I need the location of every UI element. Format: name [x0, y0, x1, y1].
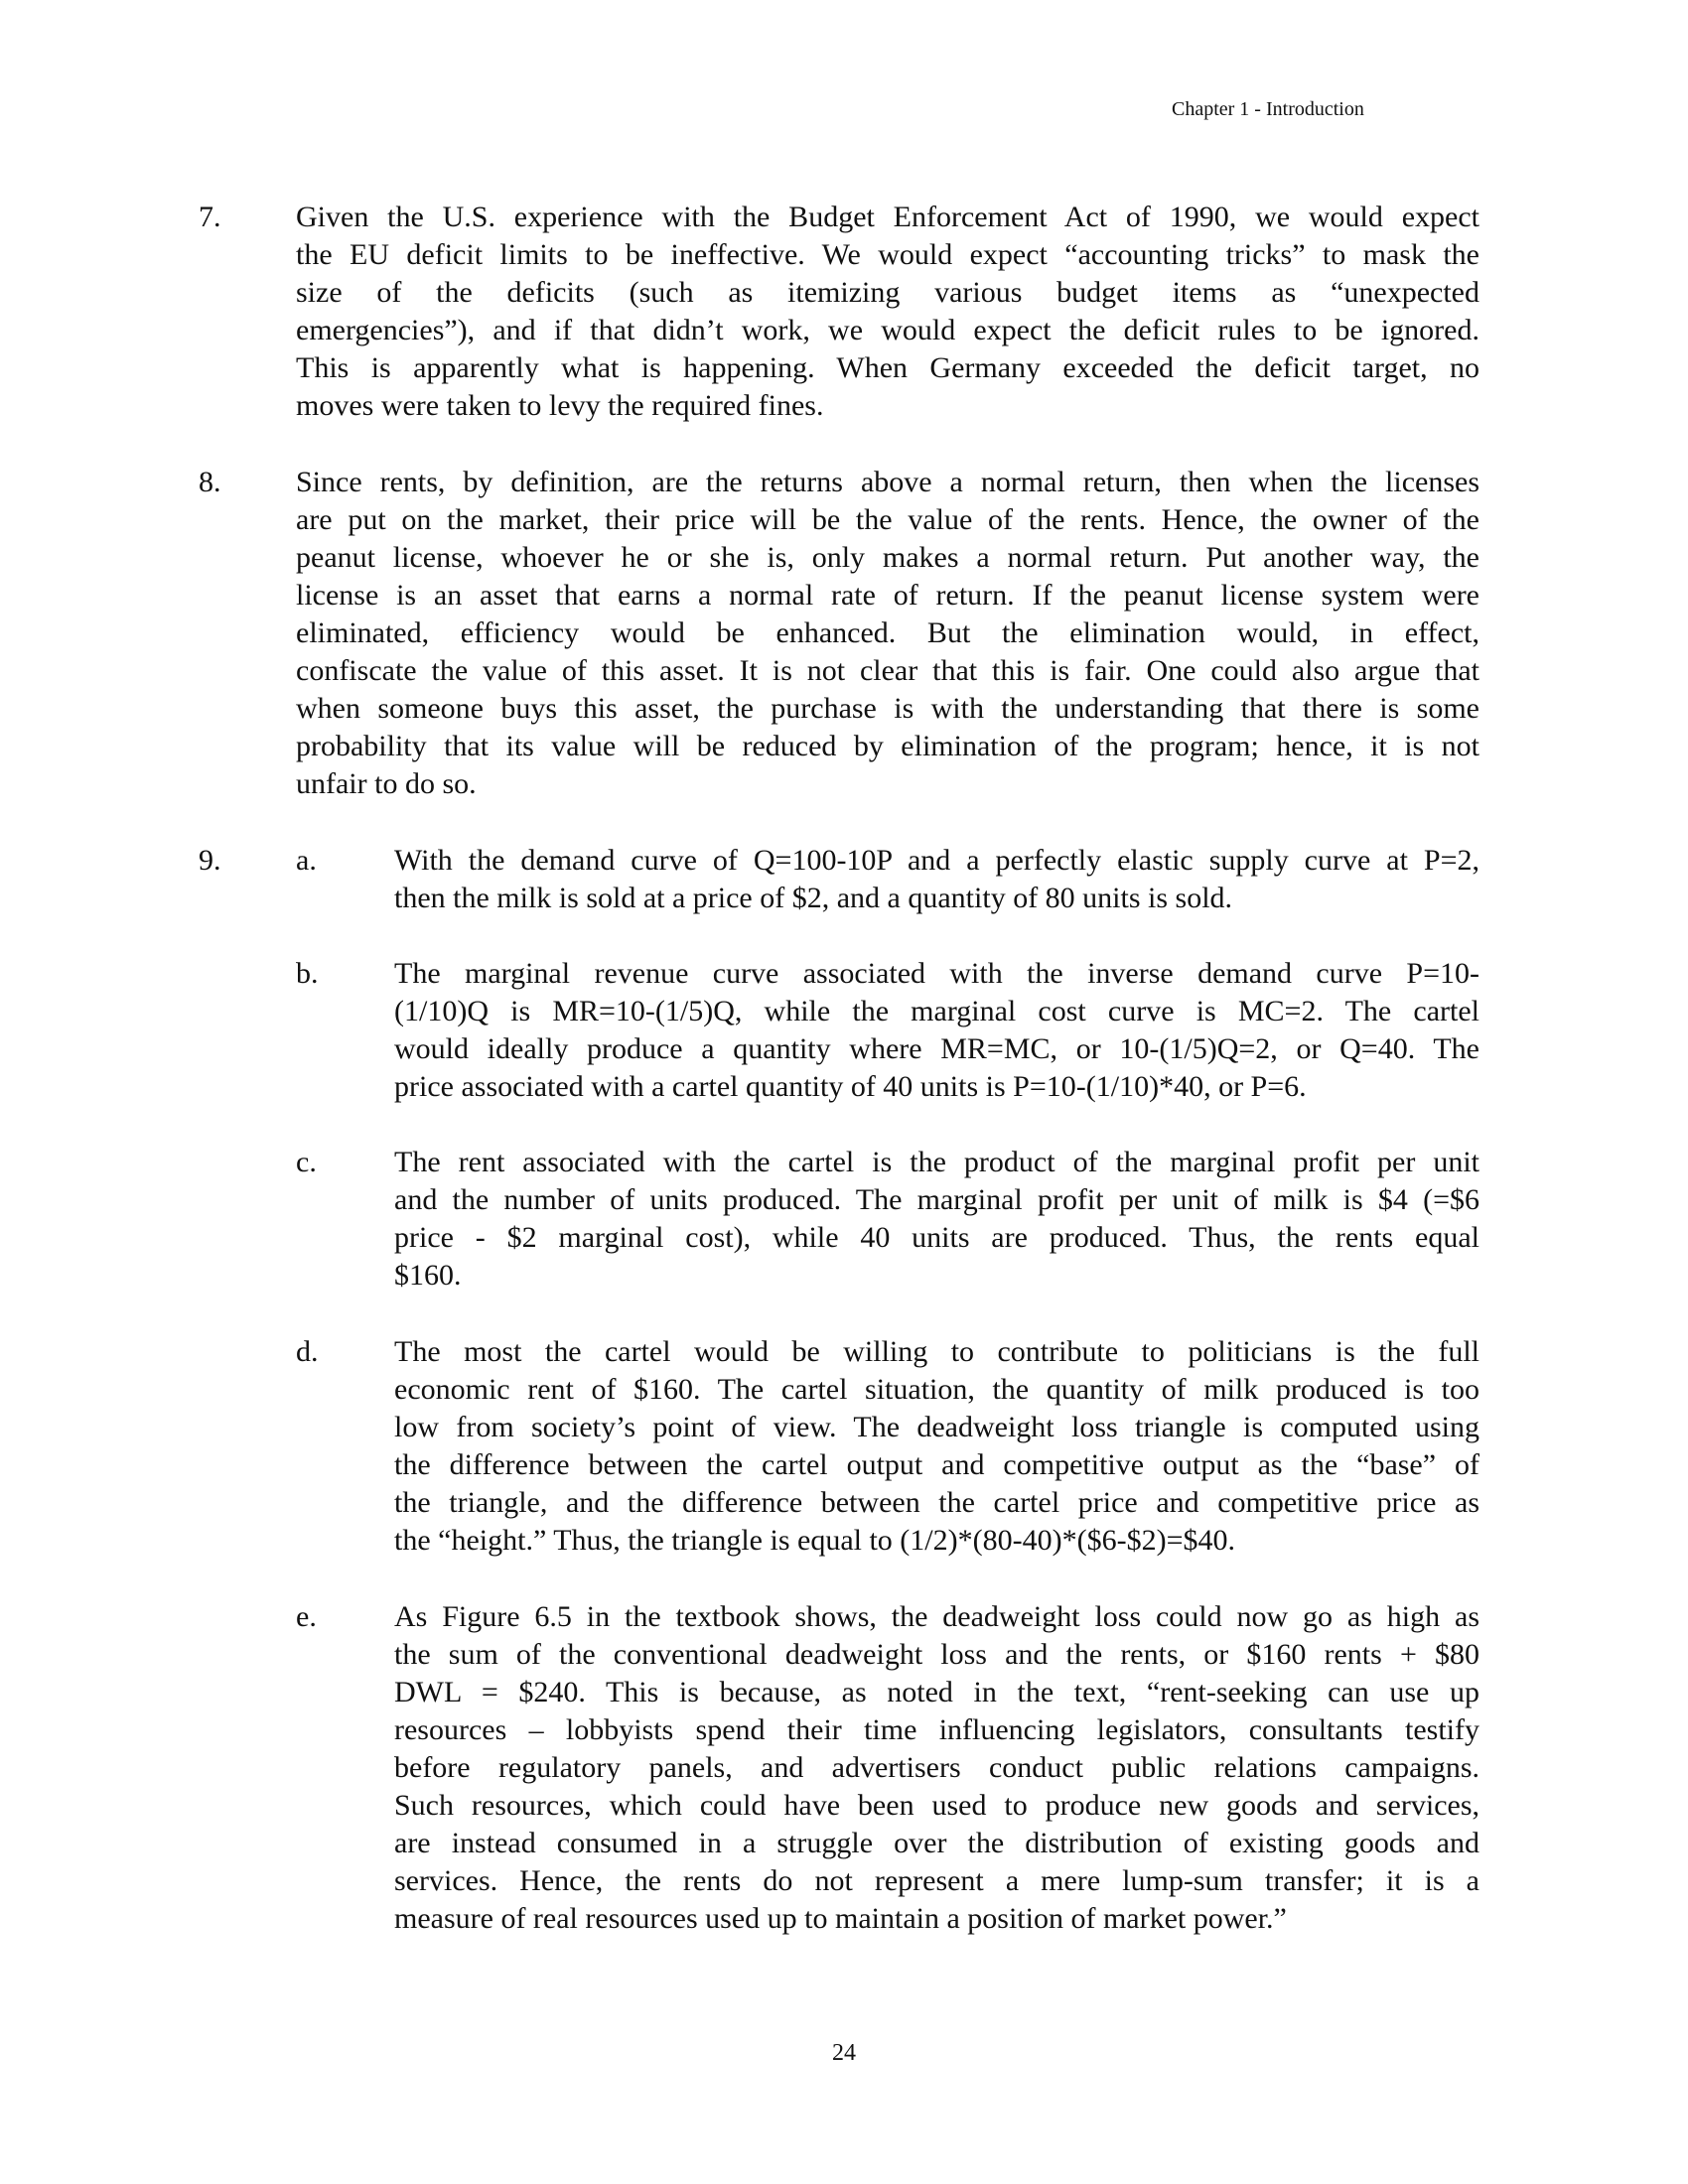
text-line: then the milk is sold at a price of $2, and a quantity of 80 units is sold. — [394, 882, 1233, 914]
text-line: probability that its value will be reduced by elimination of the program; hence, it is not — [296, 730, 1479, 762]
text-line: price associated with a cartel quantity of 40 units is P=10-(1/10)*40, or P=6. — [394, 1070, 1307, 1103]
item-number: 8. — [199, 466, 221, 498]
text-line: measure of real resources used up to maintain a position of market power.” — [394, 1902, 1287, 1935]
subitem-letter: b. — [296, 957, 319, 990]
subitem-paragraph — [394, 1333, 1479, 1560]
text-line: The most the cartel would be willing to contribute to politicians is the full — [394, 1335, 1479, 1368]
text-line: DWL = $240. This is because, as noted in the text, “rent-seeking can use up — [394, 1676, 1479, 1708]
text-line: $160. — [394, 1259, 462, 1292]
text-line: are put on the market, their price will be the value of the rents. Hence, the owner of the — [296, 503, 1479, 536]
subitem-paragraph — [394, 1598, 1479, 1938]
subitem-letter: a. — [296, 844, 317, 877]
text-line: eliminated, efficiency would be enhanced. But the elimination would, in effect, — [296, 616, 1479, 649]
text-line: (1/10)Q is MR=10-(1/5)Q, while the marginal cost curve is MC=2. The cartel — [394, 995, 1479, 1027]
running-header: Chapter 1 - Introduction — [1172, 98, 1364, 120]
text-line: The marginal revenue curve associated with the inverse demand curve P=10- — [394, 957, 1479, 990]
text-line: the EU deficit limits to be ineffective. We would expect “accounting tricks” to mask the — [296, 238, 1479, 271]
text-line: economic rent of $160. The cartel situation, the quantity of milk produced is too — [394, 1373, 1479, 1406]
text-line: This is apparently what is happening. When Germany exceeded the deficit target, no — [296, 351, 1479, 384]
text-line: confiscate the value of this asset. It is not clear that this is fair. One could also argue that — [296, 654, 1479, 687]
text-line: are instead consumed in a struggle over the distribution of existing goods and — [394, 1827, 1479, 1859]
text-line: would ideally produce a quantity where MR=MC, or 10-(1/5)Q=2, or Q=40. The — [394, 1032, 1479, 1065]
item-number: 9. — [199, 844, 221, 877]
text-line: license is an asset that earns a normal rate of return. If the peanut license system were — [296, 579, 1479, 612]
text-line: The rent associated with the cartel is the product of the marginal profit per unit — [394, 1146, 1479, 1178]
text-line: price - $2 marginal cost), while 40 units are produced. Thus, the rents equal — [394, 1221, 1479, 1254]
page-number: 24 — [832, 2040, 856, 2066]
text-line: moves were taken to levy the required fines. — [296, 389, 824, 422]
text-line: the “height.” Thus, the triangle is equal to (1/2)*(80-40)*($6-$2)=$40. — [394, 1524, 1235, 1557]
subitem-paragraph — [394, 955, 1479, 1106]
text-line: the difference between the cartel output and competitive output as the “base” of — [394, 1448, 1479, 1481]
text-line: the triangle, and the difference between the cartel price and competitive price as — [394, 1486, 1479, 1519]
text-line: As Figure 6.5 in the textbook shows, the deadweight loss could now go as high as — [394, 1600, 1479, 1633]
text-line: size of the deficits (such as itemizing various budget items as “unexpected — [296, 276, 1479, 309]
text-line: Given the U.S. experience with the Budget Enforcement Act of 1990, we would expect — [296, 201, 1479, 233]
item-number: 7. — [199, 201, 221, 233]
text-line: when someone buys this asset, the purchase is with the understanding that there is some — [296, 692, 1479, 725]
subitem-paragraph — [394, 1144, 1479, 1295]
text-line: before regulatory panels, and advertisers conduct public relations campaigns. — [394, 1751, 1479, 1784]
text-line: resources – lobbyists spend their time influencing legislators, consultants testify — [394, 1713, 1479, 1746]
subitem-letter: d. — [296, 1335, 319, 1368]
text-line: With the demand curve of Q=100-10P and a perfectly elastic supply curve at P=2, — [394, 844, 1479, 877]
text-line: Since rents, by definition, are the returns above a normal return, then when the licenses — [296, 466, 1479, 498]
text-line: unfair to do so. — [296, 767, 477, 800]
item-paragraph — [296, 199, 1479, 425]
text-line: services. Hence, the rents do not represent a mere lump-sum transfer; it is a — [394, 1864, 1479, 1897]
item-paragraph — [296, 464, 1479, 803]
text-line: peanut license, whoever he or she is, only makes a normal return. Put another way, the — [296, 541, 1479, 574]
text-line: low from society’s point of view. The deadweight loss triangle is computed using — [394, 1411, 1479, 1443]
subitem-letter: c. — [296, 1146, 317, 1178]
text-line: the sum of the conventional deadweight loss and the rents, or $160 rents + $80 — [394, 1638, 1479, 1671]
subitem-letter: e. — [296, 1600, 317, 1633]
text-line: and the number of units produced. The marginal profit per unit of milk is $4 (=$6 — [394, 1183, 1479, 1216]
text-line: emergencies”), and if that didn’t work, we would expect the deficit rules to be ignored. — [296, 314, 1479, 346]
text-line: Such resources, which could have been used to produce new goods and services, — [394, 1789, 1479, 1822]
subitem-paragraph — [394, 842, 1479, 917]
